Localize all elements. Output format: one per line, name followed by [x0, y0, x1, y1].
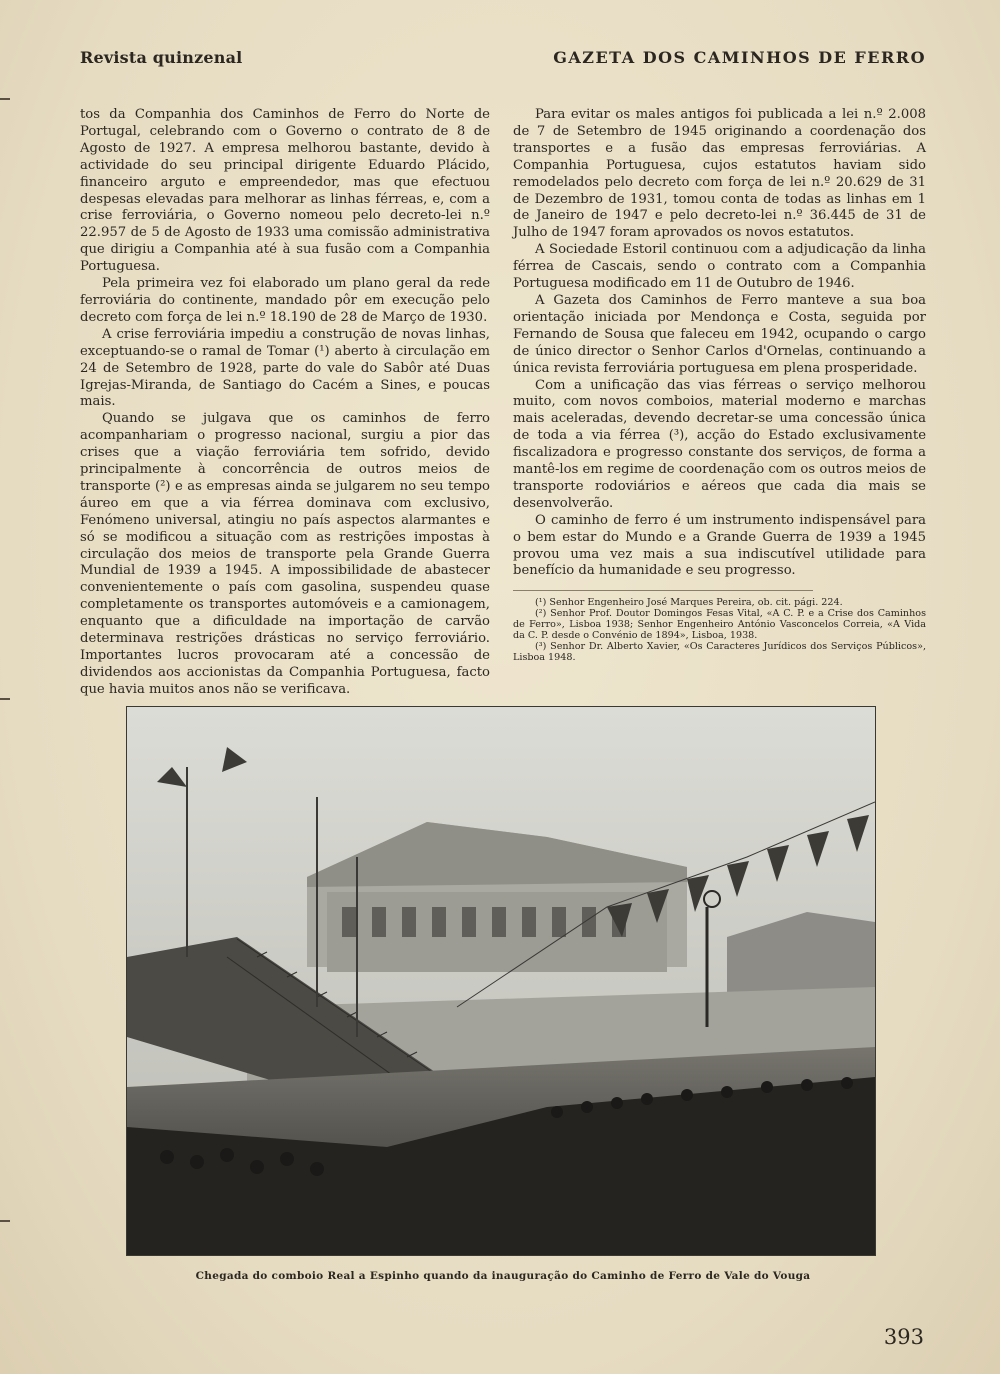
paragraph: Quando se julgava que os caminhos de ferro acompanhariam o progresso nacional, surgiu a pior das crises que a viação ferroviária tem sofrido, devido principalmente à concorrência de outros meios de transporte (²) e as empresas ainda se julgarem no seu tempo áureo em que a via férrea dominava com exclusivo, Fenómeno universal, atingiu no país aspectos alarmantes e só se modificou a situação com as restrições impostas à circulação dos meios de transporte pela Grande Guerra Mundial de 1939 a 1945. A impossibilidade de abastecer convenientemente o país com gasolina, suspendeu quase completamente os transportes automóveis e a camionagem, enquanto que a dificuldade na importação de carvão determinava restrições drásticas no serviço ferroviário. Importantes lucros provocaram até a concessão de dividendos aos accionistas da Companhia Portuguesa, facto que havia muitos anos não se verificava. — [80, 411, 490, 697]
footnote: (³) Senhor Dr. Alberto Xavier, «Os Caracteres Jurídicos dos Serviços Públicos», Lisboa 1948. — [513, 641, 926, 664]
left-column — [80, 107, 490, 699]
footnote: (²) Senhor Prof. Doutor Domingos Fesas Vital, «A C. P. e a Crise dos Caminhos de Ferro», Lisboa 1938; Senhor Engenheiro António Vasconcelos Correia, «A Vida da C. P. desde o Convénio de 1894», Lisboa, 1938. — [513, 608, 926, 642]
paragraph: A crise ferroviária impediu a construção de novas linhas, exceptuando-se o ramal de Tomar (¹) aberto à circulação em 24 de Setembro de 1928, parte do vale do Sabôr até Duas Igrejas-Miranda, de Santiago do Cacém a Sines, e poucas mais. — [80, 326, 490, 410]
paragraph: Para evitar os males antigos foi publicada a lei n.º 2.008 de 7 de Setembro de 1945 originando a coordenação dos transportes e a fusão das empresas ferroviárias. A Companhia Portuguesa, cujos estatutos haviam sido remodelados pelo decreto com força de lei n.º 20.629 de 31 de Dezembro de 1931, tomou conta de todas as linhas em 1 de Janeiro de 1947 e pelo decreto-lei n.º 36.445 de 31 de Julho de 1947 foram aprovados os novos estatutos. — [513, 107, 926, 241]
photo-illustration — [127, 707, 875, 1255]
binding-mark — [0, 698, 10, 700]
header-periodicity: Revista quinzenal — [80, 48, 243, 67]
paragraph: Com a unificação das vias férreas o serviço melhorou muito, com novos comboios, material moderno e marchas mais aceleradas, devendo decretar-se uma concessão única de toda a via férrea (³), acção do Estado exclusivamente fiscalizadora e progresso constante dos serviços, de forma a mantê-los em regime de coordenação com os outros meios de transporte rodoviários e aéreos que cada dia mais se desenvolverão. — [513, 377, 926, 511]
footnotes — [513, 590, 926, 664]
footnote: (¹) Senhor Engenheiro José Marques Pereira, ob. cit. pági. 224. — [535, 597, 843, 609]
historical-photograph — [126, 706, 876, 1256]
binding-mark — [0, 1220, 10, 1222]
page-number: 393 — [883, 1325, 924, 1349]
paragraph: O caminho de ferro é um instrumento indispensável para o bem estar do Mundo e a Grande Guerra de 1939 a 1945 provou uma vez mais a sua indiscutível utilidade para benefício da humanidade e seu progresso. — [513, 512, 926, 579]
photo-caption: Chegada do comboio Real a Espinho quando da inauguração do Caminho de Ferro de Vale do Vouga — [195, 1270, 811, 1282]
paragraph: A Gazeta dos Caminhos de Ferro manteve a sua boa orientação iniciada por Mendonça e Costa, seguida por Fernando de Sousa que faleceu em 1942, ocupando o cargo de único director o Senhor Carlos d'Ornelas, continuando a única revista ferroviária portuguesa em plena prosperidade. — [513, 292, 926, 376]
paragraph: A Sociedade Estoril continuou com a adjudicação da linha férrea de Cascais, sendo o contrato com a Companhia Portuguesa modificado em 11 de Outubro de 1946. — [513, 242, 926, 292]
binding-mark — [0, 98, 10, 100]
right-column — [513, 107, 926, 663]
paragraph: tos da Companhia dos Caminhos de Ferro do Norte de Portugal, celebrando com o Governo o contrato de 8 de Agosto de 1927. A empresa melhorou bastante, devido à actividade do seu principal dirigente Eduardo Plácido, financeiro arguto e empreendedor, mas que efectuou despesas elevadas para melhorar as linhas férreas, e, com a crise ferroviária, o Governo nomeou pelo decreto-lei n.º 22.957 de 5 de Agosto de 1933 uma comissão administrativa que dirigiu a Companhia até à sua fusão com a Companhia Portuguesa. — [80, 107, 490, 275]
header-title: GAZETA DOS CAMINHOS DE FERRO — [553, 48, 926, 67]
paragraph: Pela primeira vez foi elaborado um plano geral da rede ferroviária do continente, mandado pôr em execução pelo decreto com força de lei n.º 18.190 de 28 de Março de 1930. — [80, 276, 490, 325]
